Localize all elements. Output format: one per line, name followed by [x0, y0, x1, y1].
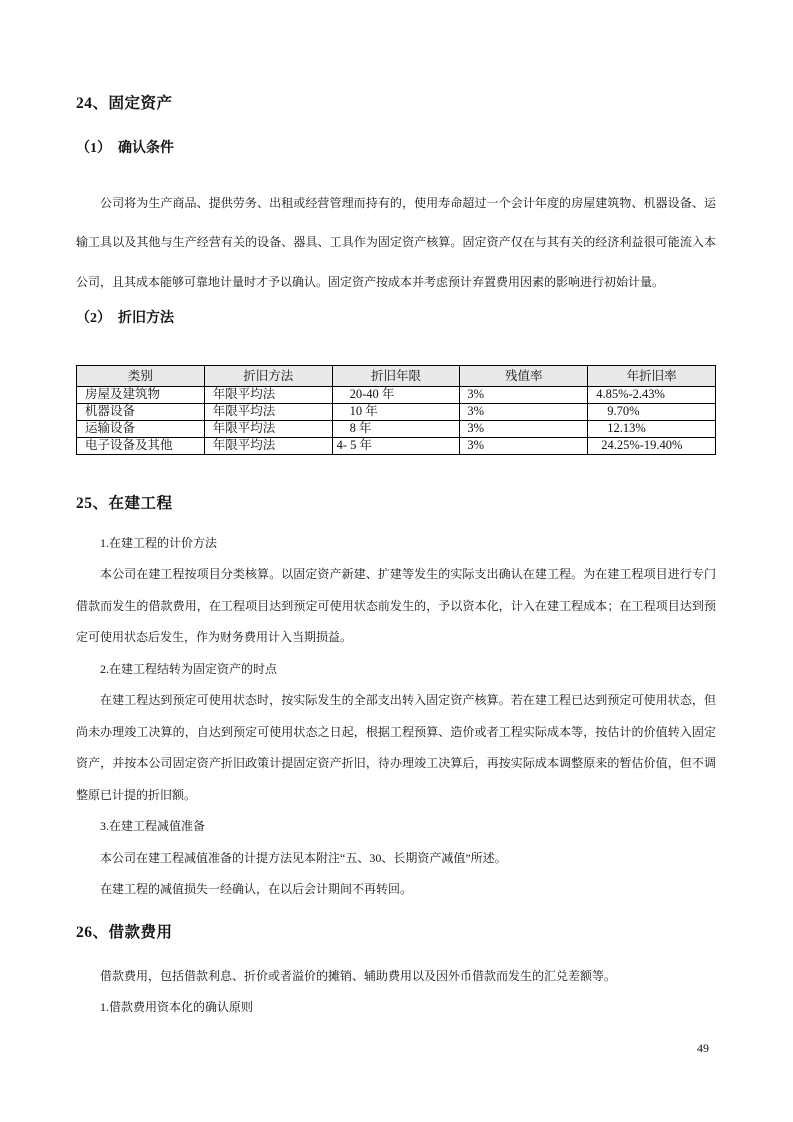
cell-category: 房屋及建筑物: [77, 386, 205, 403]
table-header-method: 折旧方法: [204, 365, 332, 386]
table-header-residual-rate: 残值率: [460, 365, 588, 386]
cell-method: 年限平均法: [204, 420, 332, 437]
page-content: [0, 95, 793, 1024]
section-25-heading: 25、在建工程: [76, 494, 173, 512]
table-header-useful-life: 折旧年限: [332, 365, 460, 386]
table-row-electronics: [77, 437, 716, 454]
cell-residual-rate: 3%: [460, 403, 588, 420]
cell-useful-life: 4- 5 年: [332, 437, 460, 454]
table-header-category: 类别: [77, 365, 205, 386]
cell-category: 电子设备及其他: [77, 437, 205, 454]
section-26-heading: 26、借款费用: [76, 923, 173, 941]
cell-residual-rate: 3%: [460, 437, 588, 454]
borrowing-costs-paragraph: 借款费用，包括借款利息、折价或者溢价的摊销、辅助费用以及因外币借款而发生的汇兑差额等。: [100, 968, 617, 983]
table-header-annual-rate: 年折旧率: [588, 365, 716, 386]
cip-item-3-heading: 3.在建工程减值准备: [100, 819, 206, 834]
cell-annual-rate: 12.13%: [588, 420, 716, 437]
cip-item-1-paragraph: 本公司在建工程按项目分类核算。以固定资产新建、扩建等发生的实际支出确认在建工程。为在建工程项目进行专门借款而发生的借款费用，在工程项目达到预定可使用状态前发生的，予以资本化，计入在建工程成本；在工程项目达到预定可使用状态后发生，作为财务费用计入当期损益。: [76, 567, 716, 645]
cell-method: 年限平均法: [204, 403, 332, 420]
table-row-vehicles: [77, 420, 716, 437]
cell-useful-life: 10 年: [332, 403, 460, 420]
cell-category: 运输设备: [77, 420, 205, 437]
cell-residual-rate: 3%: [460, 420, 588, 437]
cell-useful-life: 20-40 年: [332, 386, 460, 403]
section-24-1-heading: （1） 确认条件: [76, 141, 174, 156]
section-24-heading: 24、固定资产: [76, 95, 173, 112]
cell-annual-rate: 9.70%: [588, 403, 716, 420]
cell-category: 机器设备: [77, 403, 205, 420]
table-row-machinery: [77, 403, 716, 420]
cell-residual-rate: 3%: [460, 386, 588, 403]
recognition-paragraph: 公司将为生产商品、提供劳务、出租或经营管理而持有的，使用寿命超过一个会计年度的房屋建筑物、机器设备、运输工具以及其他与生产经营有关的设备、器具、工具作为固定资产核算。固定资产仅在与其有关的经济利益很可能流入本公司，且其成本能够可靠地计量时才予以确认。固定资产按成本并考虑预计弃置费用因素的影响进行初始计量。: [76, 196, 716, 289]
depreciation-table: [76, 365, 716, 455]
borrowing-costs-item-1-heading: 1.借款费用资本化的确认原则: [100, 1000, 254, 1015]
section-24-2-heading: （2） 折旧方法: [76, 310, 174, 326]
cip-item-1-heading: 1.在建工程的计价方法: [100, 535, 218, 550]
cell-useful-life: 8 年: [332, 420, 460, 437]
section-26-body: [76, 961, 716, 1024]
cell-annual-rate: 24.25%-19.40%: [588, 437, 716, 454]
table-row-buildings: [77, 386, 716, 403]
cell-method: 年限平均法: [204, 386, 332, 403]
cell-method: 年限平均法: [204, 437, 332, 454]
cip-item-2-heading: 2.在建工程结转为固定资产的时点: [100, 661, 278, 676]
page-number: 49: [697, 1041, 709, 1055]
table-header-row: [77, 365, 716, 386]
cip-item-3-paragraph-1: 本公司在建工程减值准备的计提方法见本附注“五、30、长期资产减值”所述。: [100, 850, 507, 865]
cip-item-3-paragraph-2: 在建工程的减值损失一经确认，在以后会计期间不再转回。: [100, 882, 413, 897]
cip-item-2-paragraph: 在建工程达到预定可使用状态时，按实际发生的全部支出转入固定资产核算。若在建工程已达到预定可使用状态，但尚未办理竣工决算的，自达到预定可使用状态之日起，根据工程预算、造价或者工程实际成本等，按估计的价值转入固定资产，并按本公司固定资产折旧政策计提固定资产折旧，待办理竣工决算后，再按实际成本调整原来的暂估价值，但不调整原已计提的折旧额。: [76, 693, 716, 802]
cell-annual-rate: 4.85%-2.43%: [588, 386, 716, 403]
section-25-body: [76, 528, 716, 906]
